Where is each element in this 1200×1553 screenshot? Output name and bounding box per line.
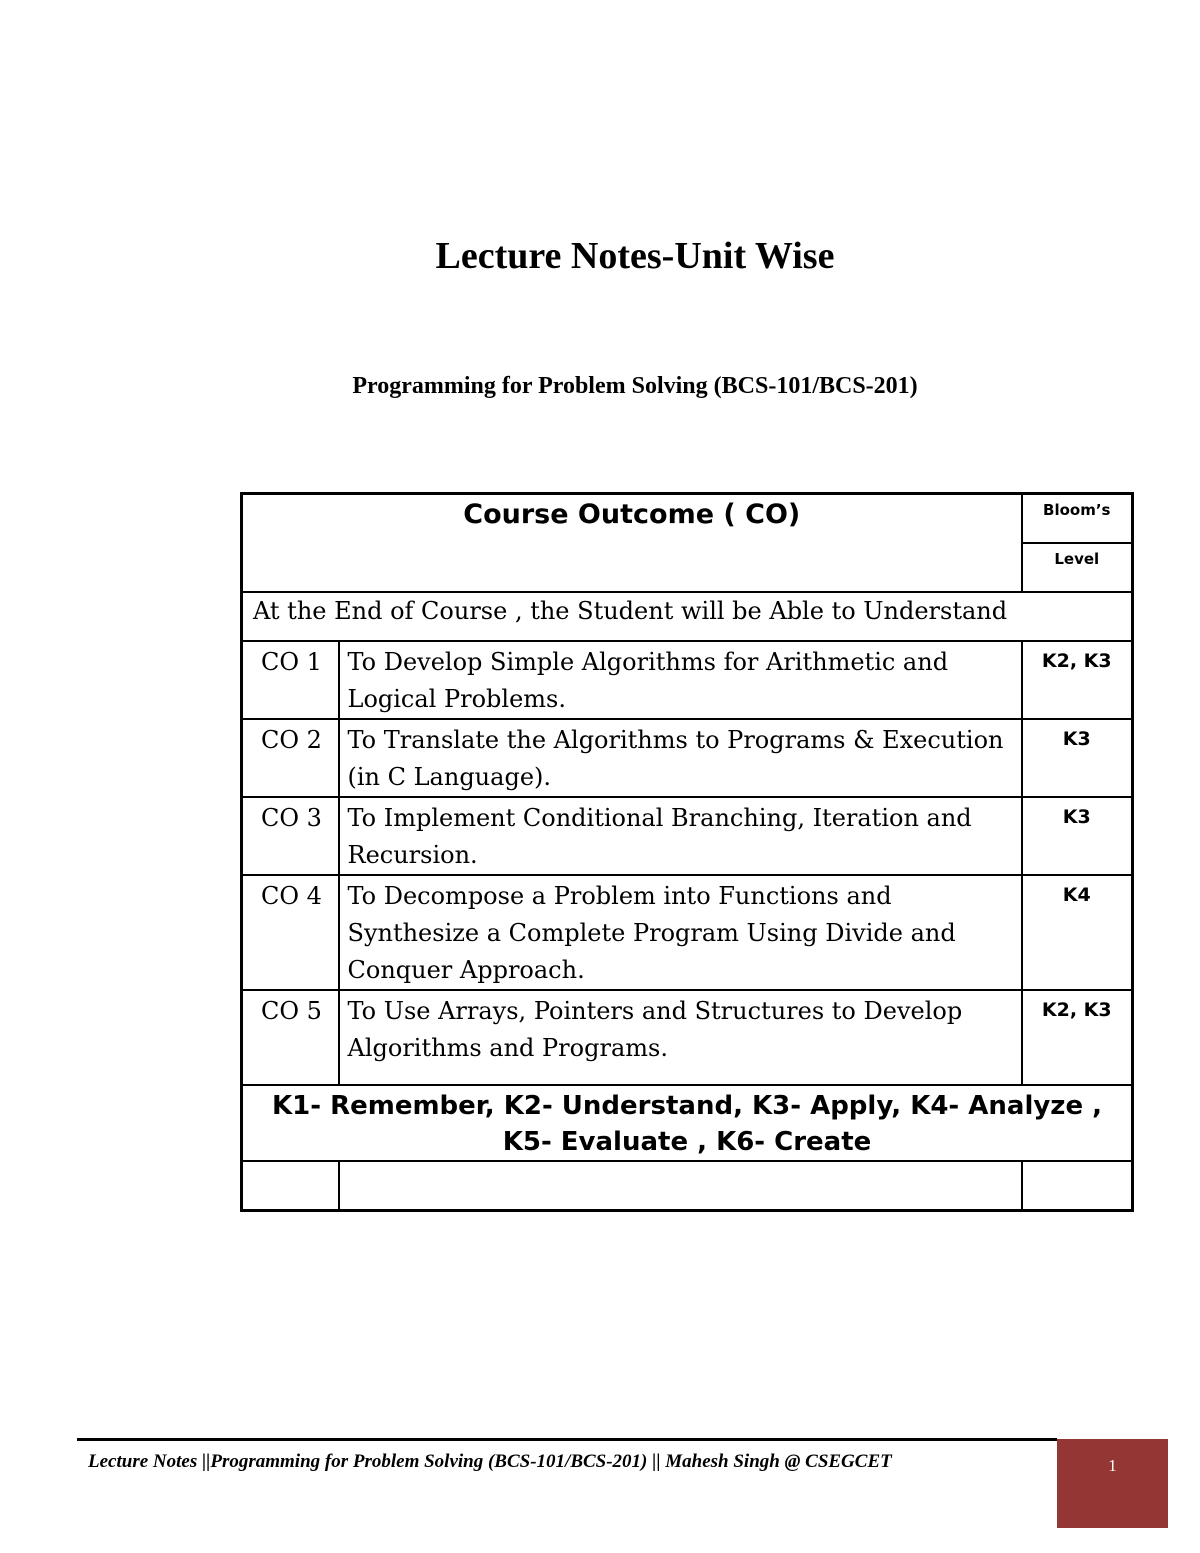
co-text: To Decompose a Problem into Functions and Synthesize a Complete Program Using Divide and Conquer Approach. [339, 875, 1022, 990]
co-text: To Translate the Algorithms to Programs & Execution (in C Language). [339, 719, 1022, 797]
table-row [242, 719, 1133, 797]
co-text: To Use Arrays, Pointers and Structures to Develop Algorithms and Programs. [339, 990, 1022, 1085]
blooms-label: Bloom’s [1022, 494, 1133, 543]
co-level: K3 [1022, 719, 1133, 797]
co-id: CO 2 [242, 719, 339, 797]
empty-cell [242, 1161, 339, 1211]
table-row-empty [242, 1161, 1133, 1211]
co-id: CO 3 [242, 797, 339, 875]
blooms-legend [242, 1085, 1133, 1161]
co-id: CO 5 [242, 990, 339, 1085]
footer-text: Lecture Notes ||Programming for Problem Solving (BCS-101/BCS-201) || Mahesh Singh @ CSEGCET [88, 1451, 892, 1472]
co-text: To Develop Simple Algorithms for Arithmetic and Logical Problems. [339, 641, 1022, 719]
document-title: Lecture Notes-Unit Wise [435, 235, 835, 277]
co-level: K2, K3 [1022, 641, 1133, 719]
table-intro: At the End of Course , the Student will be Able to Understand [242, 592, 1133, 641]
co-id: CO 4 [242, 875, 339, 990]
page-number: 1 [1108, 1456, 1117, 1475]
level-label: Level [1022, 543, 1133, 592]
co-level: K3 [1022, 797, 1133, 875]
co-level: K2, K3 [1022, 990, 1133, 1085]
legend-line-2: K5- Evaluate , K6- Create [502, 1126, 872, 1157]
table-header: Course Outcome ( CO) [242, 494, 1022, 592]
table-row [242, 797, 1133, 875]
co-text: To Implement Conditional Branching, Iteration and Recursion. [339, 797, 1022, 875]
page-number-box [1057, 1439, 1168, 1528]
footer-divider [77, 1438, 1057, 1441]
table-row [242, 875, 1133, 990]
empty-cell [1022, 1161, 1133, 1211]
document-subtitle: Programming for Problem Solving (BCS-101/BCS-201) [352, 373, 918, 399]
empty-cell [339, 1161, 1022, 1211]
course-outcome-table [240, 492, 1134, 1212]
table-row [242, 641, 1133, 719]
co-level: K4 [1022, 875, 1133, 990]
co-id: CO 1 [242, 641, 339, 719]
legend-line-1: K1- Remember, K2- Understand, K3- Apply, K4- Analyze , [272, 1090, 1103, 1121]
table-row [242, 990, 1133, 1085]
